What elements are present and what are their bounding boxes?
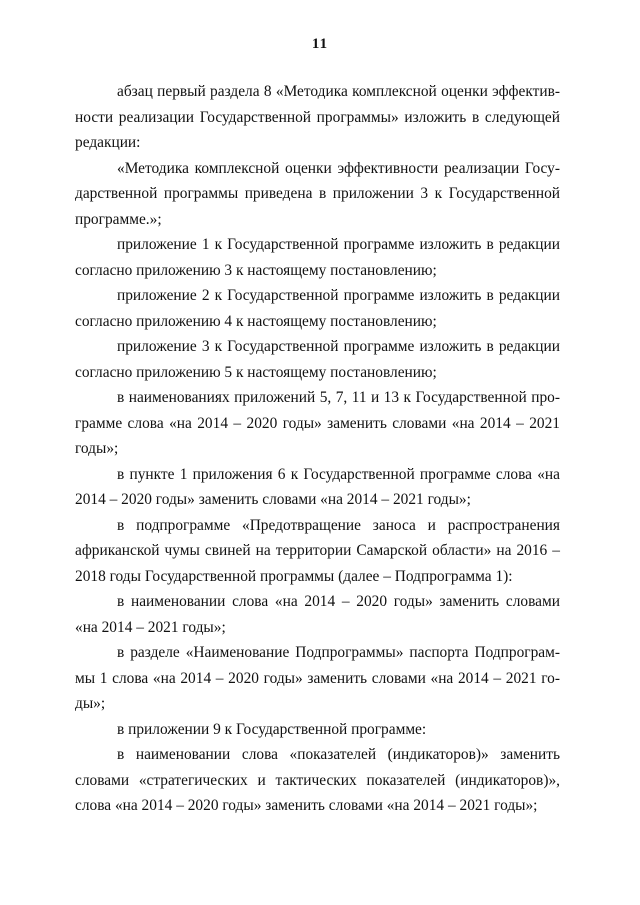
paragraph-appendix-1: приложение 1 к Государственной программе изложить в редакции согласно приложению 3 к настоящему постановлению; [75, 236, 560, 279]
page-number: 11 [311, 36, 329, 52]
paragraph-appendix-titles: в наименованиях приложений 5, 7, 11 и 13 к Государственной программе слова «на 2014 – 2020 годы» заменить словами «на 2014 – 2021 годы»; [75, 389, 560, 457]
document-body [75, 79, 560, 819]
paragraph-appendix-9-title: в наименовании слова «показателей (индикаторов)» заменить словами «стратегических и тактических показателей (индикаторов)», слова «на 2014 – 2020 годы» заменить словами «на 2014 – 2021 годы»; [75, 746, 560, 814]
paragraph-appendix-6-item-1: в пункте 1 приложения 6 к Государственной программе слова «на 2014 – 2020 годы» заменить словами «на 2014 – 2021 годы»; [75, 465, 560, 508]
paragraph-methodology-text: «Методика комплексной оценки эффективности реализации Государственной программы приведена в приложении 3 к Государственной программе.»; [75, 159, 560, 228]
paragraph-subprogram-title: в наименовании слова «на 2014 – 2020 годы» заменить словами «на 2014 – 2021 годы»; [75, 593, 560, 636]
paragraph-section-8-heading-change: абзац первый раздела 8 «Методика комплексной оценки эффективности реализации Государственной программы» изложить в следующей редакции: [75, 83, 560, 151]
paragraph-appendix-9: в приложении 9 к Государственной программе: [117, 720, 427, 738]
paragraph-appendix-2: приложение 2 к Государственной программе изложить в редакции согласно приложению 4 к настоящему постановлению; [75, 287, 560, 330]
paragraph-subprogram-1: в подпрограмме «Предотвращение заноса и распространения африканской чумы свиней на территории Самарской области» на 2016 – 2018 годы Государственной программы (далее – Подпрограмма 1): [75, 516, 560, 585]
paragraph-subprogram-passport: в разделе «Наименование Подпрограммы» паспорта Подпрограммы 1 слова «на 2014 – 2020 годы» заменить словами «на 2014 – 2021 годы»; [75, 644, 560, 712]
paragraph-appendix-3: приложение 3 к Государственной программе изложить в редакции согласно приложению 5 к настоящему постановлению; [75, 338, 560, 381]
